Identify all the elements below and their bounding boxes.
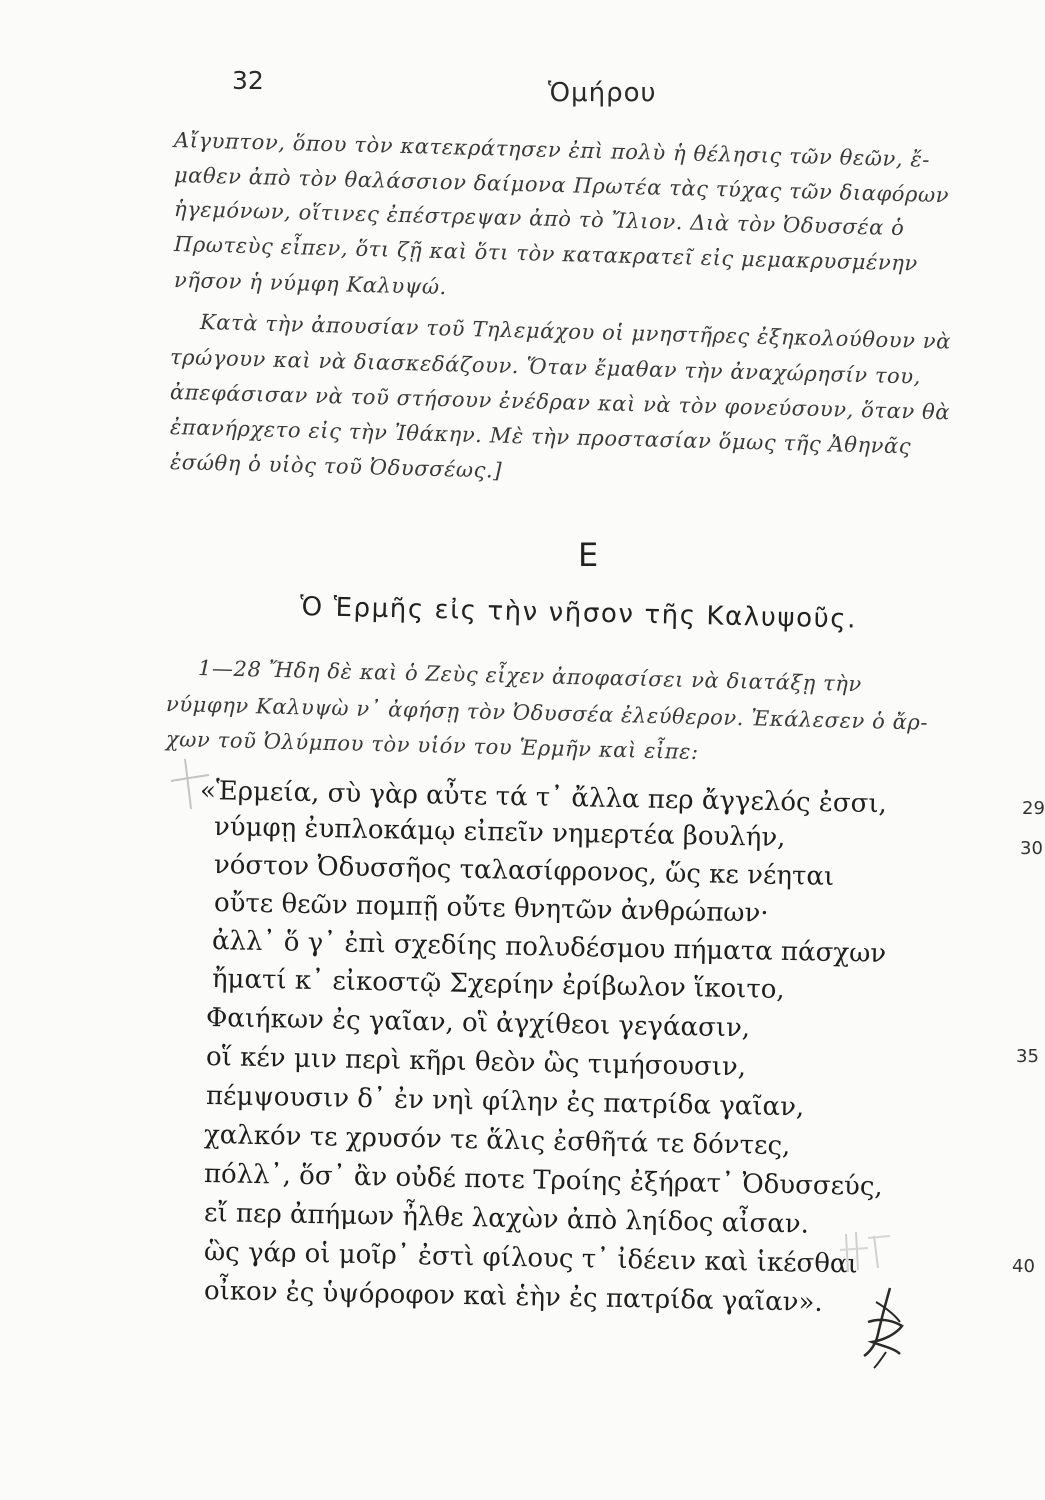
verse-line: χαλκόν τε χρυσόν τε ἅλις ἐσθῆτά τε δόντες,	[203, 1120, 791, 1162]
running-title: Ὁμήρου	[548, 78, 657, 108]
line-number: 30	[1020, 838, 1043, 859]
verse-line: νύμφῃ ἐυπλοκάμῳ εἰπεῖν νημερτέα βουλήν,	[213, 812, 786, 853]
verse-line: Φαιήκων ἐς γαῖαν, οἳ ἀγχίθεοι γεγάασιν,	[205, 1003, 751, 1044]
summary-line: νύμφην Καλυψὼ ν᾽ ἀφήσῃ τὸν Ὀδυσσέα ἐλεύθερον. Ἐκάλεσεν ὁ ἄρ-	[165, 692, 929, 735]
verse-line: πόλλ᾽, ὅσ᾽ ἂν οὐδέ ποτε Τροίης ἐξήρατ᾽ Ὀδυσσεύς,	[203, 1159, 883, 1203]
pencil-scribble-mark	[838, 1228, 898, 1278]
book-title: Ὁ Ἑρμῆς εἰς τὴν νῆσον τῆς Καλυψοῦς.	[299, 592, 858, 635]
verse-line: εἴ περ ἀπήμων ἦλθε λαχὼν ἀπὸ ληίδος αἶσαν.	[203, 1198, 810, 1240]
summary-line: τρώγουν καὶ νὰ διασκεδάζουν. Ὅταν ἔμαθαν τὴν ἀναχώρησίν του,	[169, 345, 922, 389]
summary-line: χων τοῦ Ὀλύμπου τὸν υἱόν του Ἑρμῆν καὶ εἶπε:	[165, 727, 700, 765]
verse-line: ἀλλ᾽ ὅ γ᾽ ἐπὶ σχεδίης πολυδέσμου πήματα πάσχων	[211, 926, 887, 969]
verse-line: οἶκον ἐς ὑψόροφον καὶ ἑὴν ἐς πατρίδα γαῖαν».	[203, 1276, 823, 1318]
summary-line: 1—28 Ἤδη δὲ καὶ ὁ Ζεὺς εἶχεν ἀποφασίσει νὰ διατάξῃ τὴν	[197, 656, 863, 697]
summary-line: μαθεν ἀπὸ τὸν θαλάσσιον δαίμονα Πρωτέα τὰς τύχας τῶν διαφόρων	[173, 163, 950, 208]
summary-line: Πρωτεὺς εἶπεν, ὅτι ζῇ καὶ ὅτι τὸν κατακρατεῖ εἰς μεμακρυσμένην	[173, 232, 919, 276]
verse-line: πέμψουσιν δ᾽ ἐν νηὶ φίλην ἐς πατρίδα γαῖαν,	[205, 1081, 805, 1123]
verse-line: «Ἑρμεία, σὺ γὰρ αὖτε τά τ᾽ ἄλλα περ ἄγγελός ἐσσι,	[199, 776, 888, 820]
pen-scribble-mark	[856, 1282, 916, 1372]
summary-line: ἐπανήρχετο εἰς τὴν Ἰθάκην. Μὲ τὴν προστασίαν ὅμως τῆς Ἀθηνᾶς	[169, 415, 912, 459]
line-number: 29	[1022, 798, 1045, 819]
summary-line: Αἴγυπτον, ὅπου τὸν κατεκράτησεν ἐπὶ πολὺ ἡ θέλησις τῶν θεῶν, ἔ-	[173, 128, 931, 172]
page-number: 32	[232, 66, 264, 95]
summary-line: νῆσον ἡ νύμφη Καλυψώ.	[173, 268, 448, 300]
line-number: 35	[1016, 1046, 1039, 1067]
verse-line: οὔτε θεῶν πομπῇ οὔτε θνητῶν ἀνθρώπων·	[213, 888, 769, 929]
summary-line: ἀπεφάσισαν νὰ τοῦ στήσουν ἐνέδραν καὶ νὰ τὸν φονεύσουν, ὅταν θὰ	[169, 380, 951, 425]
line-number: 40	[1012, 1256, 1035, 1277]
verse-line: ἤματί κ᾽ εἰκοστῷ Σχερίην ἐρίβωλον ἵκοιτο,	[211, 964, 785, 1005]
summary-line: Κατὰ τὴν ἀπουσίαν τοῦ Τηλεμάχου οἱ μνηστῆρες ἐξηκολούθουν νὰ	[199, 310, 952, 354]
verse-line: οἵ κέν μιν περὶ κῆρι θεὸν ὣς τιμήσουσιν,	[205, 1042, 747, 1083]
verse-line: ὣς γάρ οἱ μοῖρ᾽ ἐστὶ φίλους τ᾽ ἰδέειν καὶ ἱκέσθαι	[203, 1237, 858, 1280]
verse-line: νόστον Ὀδυσσῆος ταλασίφρονος, ὥς κε νέηται	[213, 850, 835, 892]
book-letter: Ε	[578, 536, 599, 574]
summary-line: ἡγεμόνων, οἵτινες ἐπέστρεψαν ἀπὸ τὸ Ἴλιον. Διὰ τὸν Ὀδυσσέα ὁ	[173, 197, 905, 241]
summary-line: ἐσώθη ὁ υἱὸς τοῦ Ὀδυσσέως.]	[169, 450, 503, 483]
